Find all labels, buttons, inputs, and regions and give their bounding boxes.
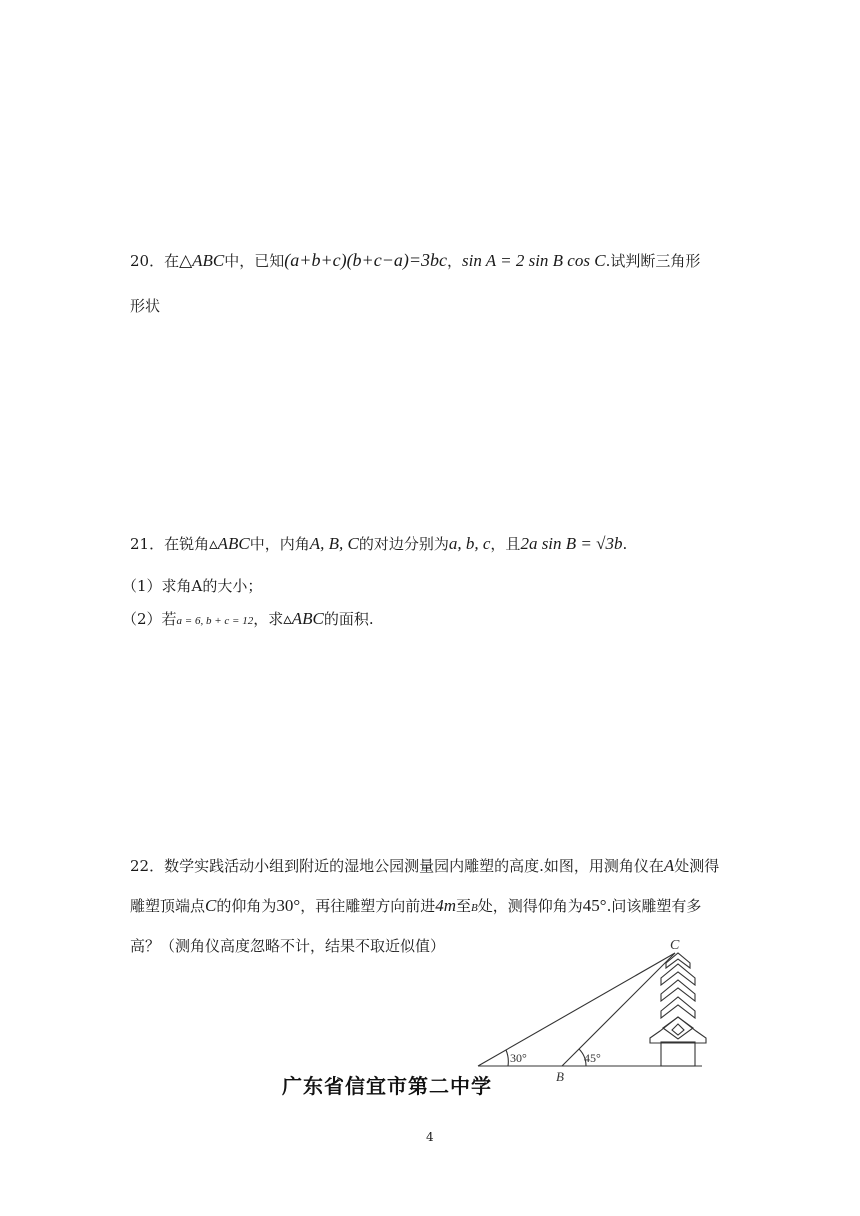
point-b: B	[471, 902, 478, 914]
label-c: C	[670, 938, 680, 953]
q21-sub-1: （1）求角A的大小；	[122, 577, 263, 595]
equation-3: 2a sin B = √3b	[520, 534, 623, 553]
q20-line-1: 20．在△ABC中，已知(a+b+c)(b+c−a)=3bc，sin A = 2 sin B cos C.试判断三角形	[130, 250, 701, 270]
page-number: 4	[426, 1130, 434, 1144]
point-c: C	[205, 896, 217, 915]
angle-30: 30°	[276, 896, 301, 915]
q21-line-1: 21．在锐角▵ABC中，内角A, B, C的对边分别为a, b, c，且2a sin B = √3b.	[130, 534, 628, 553]
equation-2: sin A = 2 sin B cos C	[462, 251, 606, 270]
sides-abc: a, b, c	[448, 534, 491, 553]
angles-abc: A, B, C	[309, 534, 359, 553]
distance: 4m	[435, 896, 456, 915]
label-angle-30: 30°	[510, 1051, 527, 1065]
q22-line-2: 雕塑顶端点C的仰角为30°，再往雕塑方向前进4m至B处，测得仰角为45°.问该雕塑有多	[130, 896, 702, 915]
q22-line-3: 高？（测角仪高度忽略不计，结果不取近似值）	[130, 937, 446, 955]
sculpture-figure	[470, 935, 710, 1084]
angle-45: 45°	[582, 896, 607, 915]
label-b: B	[556, 1069, 564, 1084]
q22-line-1: 22．数学实践活动小组到附近的湿地公园测量园内雕塑的高度.如图，用测角仪在A处测得	[130, 856, 720, 875]
label-angle-45: 45°	[584, 1051, 601, 1065]
school-watermark: 广东省信宜市第二中学	[282, 1074, 492, 1098]
triangle-abc: ▵ABC	[209, 534, 250, 553]
point-a: A	[663, 856, 675, 875]
sight-line-a	[478, 953, 675, 1066]
q20-line-2: 形状	[130, 297, 161, 315]
triangle-abc: △ABC	[179, 251, 225, 270]
angle-arc-a	[506, 1050, 508, 1066]
condition: a = 6, b + c = 12	[176, 615, 254, 627]
triangle-abc: ▵ABC	[283, 609, 324, 628]
q21-sub-2: （2）若a = 6, b + c = 12，求▵ABC的面积.	[122, 609, 374, 628]
equation-1: (a+b+c)(b+c−a)=3bc	[284, 250, 447, 270]
